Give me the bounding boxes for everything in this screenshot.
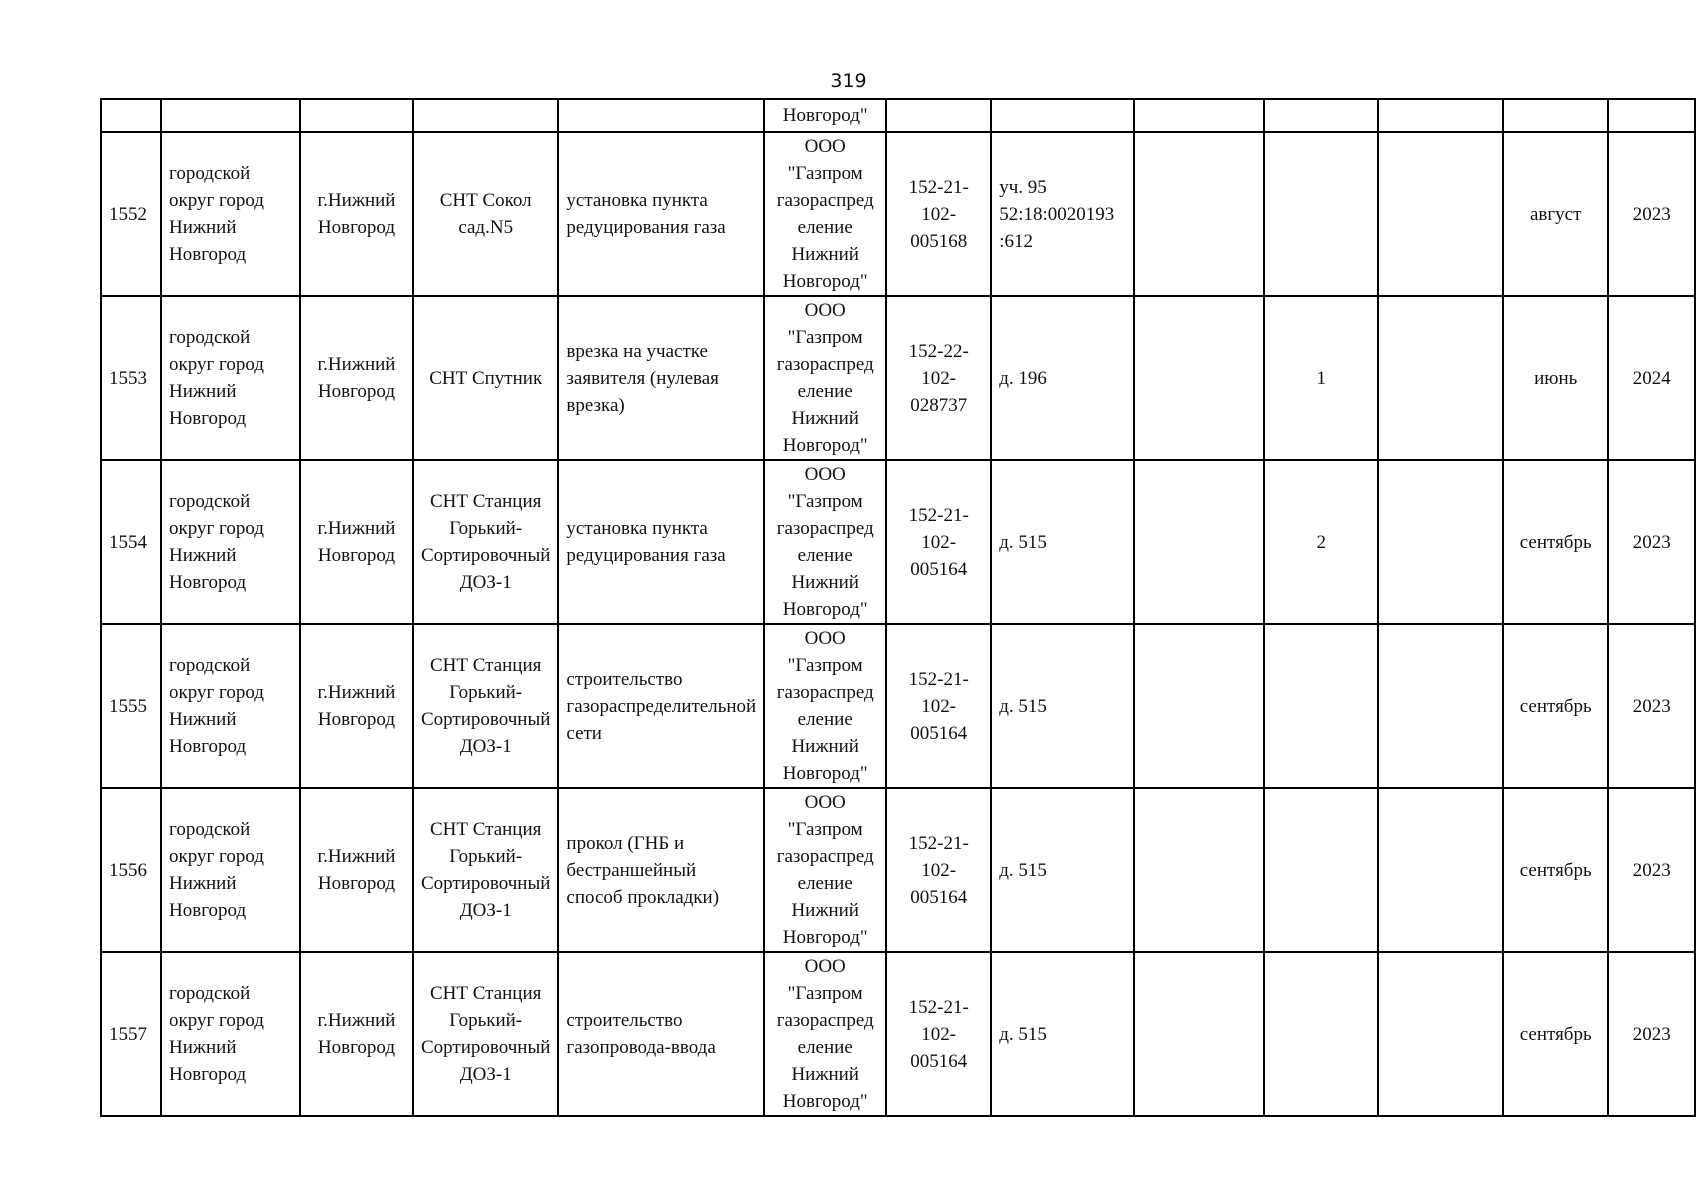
cell-address: д. 515 xyxy=(991,788,1134,952)
cell-address: д. 515 xyxy=(991,952,1134,1116)
cell-col10 xyxy=(1264,952,1378,1116)
cell-month: август xyxy=(1503,132,1608,296)
cell-empty xyxy=(991,99,1134,132)
cell-owner: ООО "Газпром газораспред еление Нижний Новгород" xyxy=(764,296,886,460)
cell-owner: ООО "Газпром газораспред еление Нижний Новгород" xyxy=(764,952,886,1116)
cell-address: д. 196 xyxy=(991,296,1134,460)
cell-empty xyxy=(1134,99,1264,132)
cell-owner-continued: Новгород" xyxy=(764,99,886,132)
cell-district: городской округ город Нижний Новгород xyxy=(161,132,300,296)
cell-empty xyxy=(1264,99,1378,132)
cell-snt: СНТ Станция Горький-Сортировочный ДОЗ-1 xyxy=(413,952,558,1116)
table-row xyxy=(101,132,1695,296)
cell-city: г.Нижний Новгород xyxy=(300,296,413,460)
cell-work-type: строительство газопровода-ввода xyxy=(558,952,764,1116)
cell-work-type: установка пункта редуцирования газа xyxy=(558,460,764,624)
cell-col10: 1 xyxy=(1264,296,1378,460)
cell-col9 xyxy=(1134,624,1264,788)
cell-work-type: врезка на участке заявителя (нулевая врезка) xyxy=(558,296,764,460)
cell-month: сентябрь xyxy=(1503,460,1608,624)
cell-district: городской округ город Нижний Новгород xyxy=(161,788,300,952)
cell-year: 2023 xyxy=(1608,460,1695,624)
cell-col9 xyxy=(1134,132,1264,296)
table-row xyxy=(101,952,1695,1116)
cell-address: д. 515 xyxy=(991,624,1134,788)
cell-work-type: строительство газораспределительной сети xyxy=(558,624,764,788)
data-table xyxy=(100,98,1696,1117)
page-number: 319 xyxy=(830,70,867,92)
cell-month: сентябрь xyxy=(1503,788,1608,952)
cell-col10 xyxy=(1264,788,1378,952)
cell-district: городской округ город Нижний Новгород xyxy=(161,952,300,1116)
cell-col11 xyxy=(1378,460,1503,624)
cell-snt: СНТ Станция Горький-Сортировочный ДОЗ-1 xyxy=(413,788,558,952)
cell-col11 xyxy=(1378,952,1503,1116)
cell-empty xyxy=(1608,99,1695,132)
cell-col10: 2 xyxy=(1264,460,1378,624)
cell-work-type: прокол (ГНБ и бестраншейный способ прокладки) xyxy=(558,788,764,952)
cell-col9 xyxy=(1134,788,1264,952)
cell-col10 xyxy=(1264,624,1378,788)
cell-owner: ООО "Газпром газораспред еление Нижний Новгород" xyxy=(764,624,886,788)
table-row xyxy=(101,460,1695,624)
cell-snt: СНТ Сокол сад.N5 xyxy=(413,132,558,296)
cell-snt: СНТ Станция Горький-Сортировочный ДОЗ-1 xyxy=(413,624,558,788)
cell-code: 152-21-102-005164 xyxy=(886,952,991,1116)
cell-number: 1555 xyxy=(101,624,161,788)
cell-district: городской округ город Нижний Новгород xyxy=(161,460,300,624)
table-row xyxy=(101,788,1695,952)
cell-year: 2023 xyxy=(1608,132,1695,296)
table-row xyxy=(101,624,1695,788)
cell-year: 2023 xyxy=(1608,952,1695,1116)
continued-row xyxy=(101,99,1695,132)
cell-city: г.Нижний Новгород xyxy=(300,952,413,1116)
cell-district: городской округ город Нижний Новгород xyxy=(161,296,300,460)
cell-number: 1557 xyxy=(101,952,161,1116)
cell-empty xyxy=(886,99,991,132)
cell-col9 xyxy=(1134,460,1264,624)
cell-year: 2023 xyxy=(1608,788,1695,952)
cell-code: 152-22-102-028737 xyxy=(886,296,991,460)
cell-col11 xyxy=(1378,296,1503,460)
cell-col9 xyxy=(1134,296,1264,460)
cell-city: г.Нижний Новгород xyxy=(300,460,413,624)
cell-col10 xyxy=(1264,132,1378,296)
table-row xyxy=(101,296,1695,460)
cell-number: 1556 xyxy=(101,788,161,952)
cell-owner: ООО "Газпром газораспред еление Нижний Новгород" xyxy=(764,788,886,952)
cell-col11 xyxy=(1378,788,1503,952)
cell-code: 152-21-102-005168 xyxy=(886,132,991,296)
cell-empty xyxy=(1378,99,1503,132)
table-body xyxy=(101,99,1695,1116)
cell-number: 1552 xyxy=(101,132,161,296)
cell-empty xyxy=(558,99,764,132)
cell-year: 2024 xyxy=(1608,296,1695,460)
cell-snt: СНТ Станция Горький-Сортировочный ДОЗ-1 xyxy=(413,460,558,624)
cell-work-type: установка пункта редуцирования газа xyxy=(558,132,764,296)
cell-address: д. 515 xyxy=(991,460,1134,624)
cell-code: 152-21-102-005164 xyxy=(886,460,991,624)
cell-district: городской округ город Нижний Новгород xyxy=(161,624,300,788)
cell-owner: ООО "Газпром газораспред еление Нижний Новгород" xyxy=(764,460,886,624)
cell-empty xyxy=(1503,99,1608,132)
cell-month: сентябрь xyxy=(1503,952,1608,1116)
cell-code: 152-21-102-005164 xyxy=(886,788,991,952)
cell-empty xyxy=(300,99,413,132)
cell-empty xyxy=(413,99,558,132)
cell-address: уч. 95 52:18:0020193 :612 xyxy=(991,132,1134,296)
cell-month: сентябрь xyxy=(1503,624,1608,788)
cell-city: г.Нижний Новгород xyxy=(300,624,413,788)
cell-empty xyxy=(161,99,300,132)
cell-month: июнь xyxy=(1503,296,1608,460)
cell-code: 152-21-102-005164 xyxy=(886,624,991,788)
cell-owner: ООО "Газпром газораспред еление Нижний Новгород" xyxy=(764,132,886,296)
cell-col9 xyxy=(1134,952,1264,1116)
cell-city: г.Нижний Новгород xyxy=(300,132,413,296)
cell-number: 1554 xyxy=(101,460,161,624)
cell-city: г.Нижний Новгород xyxy=(300,788,413,952)
cell-empty xyxy=(101,99,161,132)
cell-snt: СНТ Спутник xyxy=(413,296,558,460)
cell-col11 xyxy=(1378,624,1503,788)
cell-number: 1553 xyxy=(101,296,161,460)
cell-col11 xyxy=(1378,132,1503,296)
cell-year: 2023 xyxy=(1608,624,1695,788)
